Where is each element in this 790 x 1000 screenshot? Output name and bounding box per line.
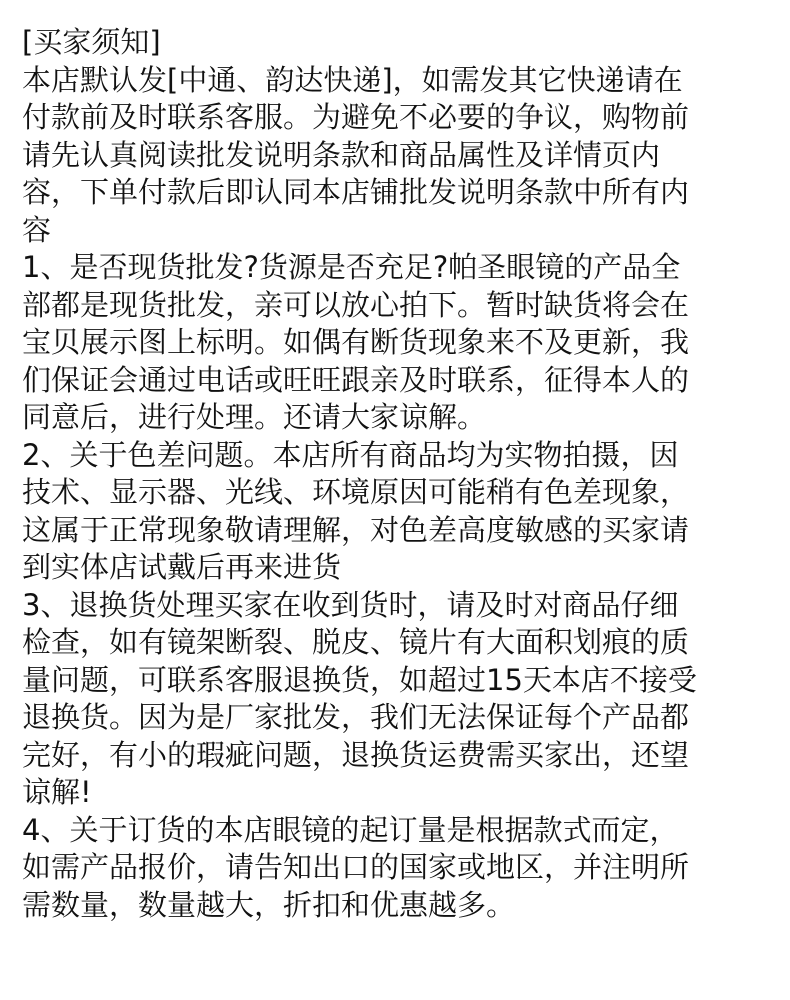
notice-item-4-line: 4、关于订货的本店眼镜的起订量是根据款式而定， — [22, 812, 679, 847]
notice-item-3-line: 量问题，可联系客服退换货，如超过15天本店不接受 — [22, 662, 697, 697]
notice-item-1-line: 同意后，进行处理。还请大家谅解。 — [22, 400, 487, 434]
notice-item-2-line: 这属于正常现象敬请理解，对色差高度敏感的买家请 — [22, 512, 690, 547]
notice-item-2-line: 2、关于色差问题。本店所有商品均为实物拍摄，因 — [22, 437, 679, 472]
notice-heading: [买家须知] — [22, 25, 161, 59]
notice-item-1-line: 们保证会通过电话或旺旺跟亲及时联系，征得本人的 — [22, 362, 690, 397]
notice-line: 请先认真阅读批发说明条款和商品属性及详情页内 — [22, 137, 661, 172]
notice-item-1-line: 1、是否现货批发?货源是否充足?帕圣眼镜的产品全 — [22, 250, 681, 284]
notice-item-1-line: 宝贝展示图上标明。如偶有断货现象来不及更新，我 — [22, 325, 690, 359]
notice-item-2-line: 技术、显示器、光线、环境原因可能稍有色差现象， — [22, 475, 690, 509]
notice-item-3-line: 3、退换货处理买家在收到货时，请及时对商品仔细 — [22, 587, 679, 622]
buyer-notice-text — [22, 24, 772, 924]
notice-item-4-line: 需数量，数量越大，折扣和优惠越多。 — [22, 887, 516, 922]
notice-item-2-line: 到实体店试戴后再来进货 — [22, 550, 342, 584]
notice-line: 容 — [22, 212, 52, 247]
notice-item-3-line: 完好，有小的瑕疵问题，退换货运费需买家出，还望 — [22, 737, 690, 772]
notice-line: 容，下单付款后即认同本店铺批发说明条款中所有内 — [22, 175, 690, 209]
notice-item-1-line: 部都是现货批发，亲可以放心拍下。暂时缺货将会在 — [22, 287, 690, 322]
notice-item-4-line: 如需产品报价，请告知出口的国家或地区，并注明所 — [22, 850, 690, 884]
notice-item-3-line: 谅解! — [22, 775, 92, 809]
notice-line: 付款前及时联系客服。为避免不必要的争议，购物前 — [22, 100, 690, 134]
notice-line: 本店默认发[中通、韵达快递]，如需发其它快递请在 — [22, 62, 683, 97]
notice-item-3-line: 退换货。因为是厂家批发，我们无法保证每个产品都 — [22, 700, 690, 734]
notice-item-3-line: 检查，如有镜架断裂、脱皮、镜片有大面积划痕的质 — [22, 625, 690, 659]
